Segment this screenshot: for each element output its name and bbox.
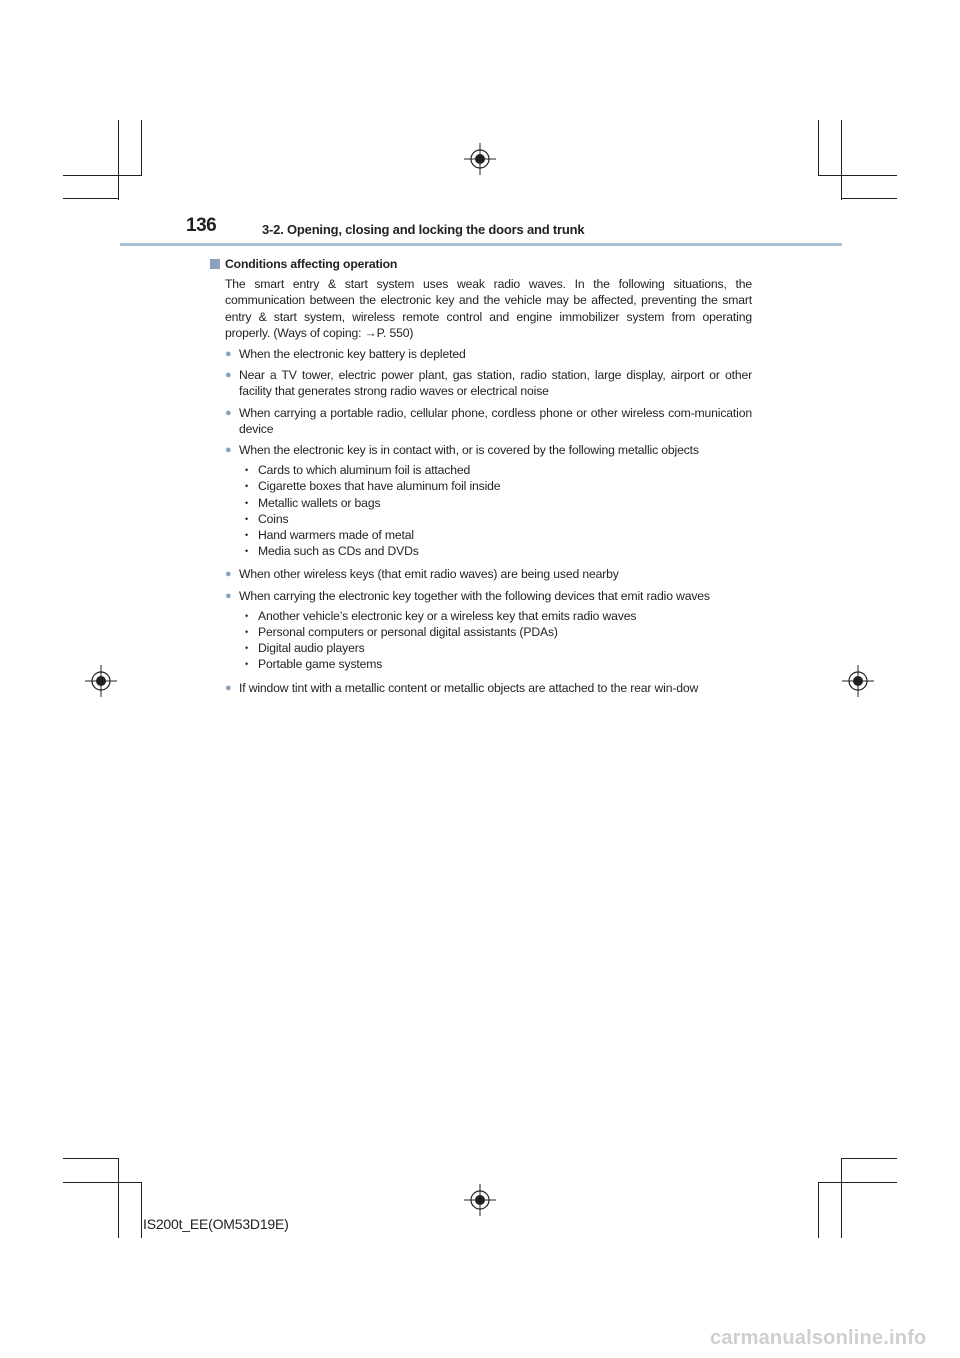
list-item [225,566,752,582]
crop-mark [818,175,897,176]
list-item-body [239,442,752,561]
crop-mark [141,1182,142,1238]
list-item-text: When the electronic key is in contact with, or is covered by the following metallic objects [239,443,699,458]
sub-list-item: • Portable game systems [245,656,752,672]
sub-list [239,462,752,559]
circle-bullet-icon: ● [225,681,232,694]
circle-bullet-icon: ● [225,589,232,602]
list-item-body [239,680,752,696]
section-heading [210,256,752,272]
crop-mark [841,1158,897,1159]
circle-bullet-icon: ● [225,444,232,457]
crop-mark [63,1182,142,1183]
sub-list-item: • Personal computers or personal digital assistants (PDAs) [245,624,752,640]
section-heading-text: Conditions affecting operation [225,257,398,271]
circle-bullet-icon: ● [225,348,232,361]
header-rule [120,243,842,246]
watermark: carmanualsonline.info [710,1327,927,1349]
list-item [225,405,752,437]
registration-mark-icon [83,663,119,699]
list-item-text: Near a TV tower, electric power plant, gas station, radio station, large display, airport or other facility that generates strong radio waves or electrical noise [239,368,752,399]
crop-mark [841,1158,842,1238]
page-number: 136 [186,215,217,236]
model-code: IS200t_EE(OM53D19E) [143,1216,289,1232]
crop-mark [841,198,897,199]
list-item-body [239,405,752,437]
sub-list-item: • Cards to which aluminum foil is attached [245,462,752,478]
circle-bullet-icon: ● [225,369,232,382]
registration-mark-icon [462,1182,498,1218]
list-item [225,588,752,675]
crop-mark [818,120,819,176]
list-item-body [239,346,752,362]
list-item-body [239,367,752,399]
sub-list [239,608,752,673]
crop-mark [841,120,842,200]
list-item-text: When other wireless keys (that emit radio waves) are being used nearby [239,567,619,582]
crop-mark [63,198,119,199]
list-item-text: When carrying a portable radio, cellular phone, cordless phone or other wireless com-munication device [239,405,752,436]
sub-list-item: • Metallic wallets or bags [245,495,752,511]
sub-list-item: • Media such as CDs and DVDs [245,543,752,559]
crop-mark [818,1182,819,1238]
crop-mark [63,1158,119,1159]
crop-mark [118,120,119,200]
crop-mark [818,1182,897,1183]
content [210,256,752,701]
sub-list-item: • Cigarette boxes that have aluminum foil inside [245,478,752,494]
crop-mark [118,1158,119,1238]
registration-mark-icon [462,141,498,177]
sub-list-item: • Digital audio players [245,640,752,656]
section-title: 3-2. Opening, closing and locking the doors and trunk [262,222,585,237]
list-item-body [239,566,752,582]
list-item-text: If window tint with a metallic content or metallic objects are attached to the rear win-dow [239,680,699,695]
bullet-list [210,346,752,696]
list-item [225,346,752,362]
list-item-body [239,588,752,675]
crop-mark [63,175,142,176]
list-item [225,680,752,696]
sub-list-item: • Another vehicle’s electronic key or a wireless key that emits radio waves [245,608,752,624]
list-item-text: When the electronic key battery is depleted [239,347,466,362]
sub-list-item: • Hand warmers made of metal [245,527,752,543]
section-intro: The smart entry & start system uses weak radio waves. In the following situations, the communication between the electronic key and the vehicle may be affected, preventing the smart entry & start system, wireless remote control and engine immobilizer system from operating properly. (Ways of coping: →P. 550) [225,277,752,340]
list-item-text: When carrying the electronic key together with the following devices that emit radio waves [239,588,710,603]
circle-bullet-icon: ● [225,406,232,419]
sub-list-item: • Coins [245,511,752,527]
circle-bullet-icon: ● [225,568,232,581]
square-bullet-icon [210,259,220,269]
crop-mark [141,120,142,176]
list-item [225,367,752,399]
registration-mark-icon [840,663,876,699]
list-item [225,442,752,561]
